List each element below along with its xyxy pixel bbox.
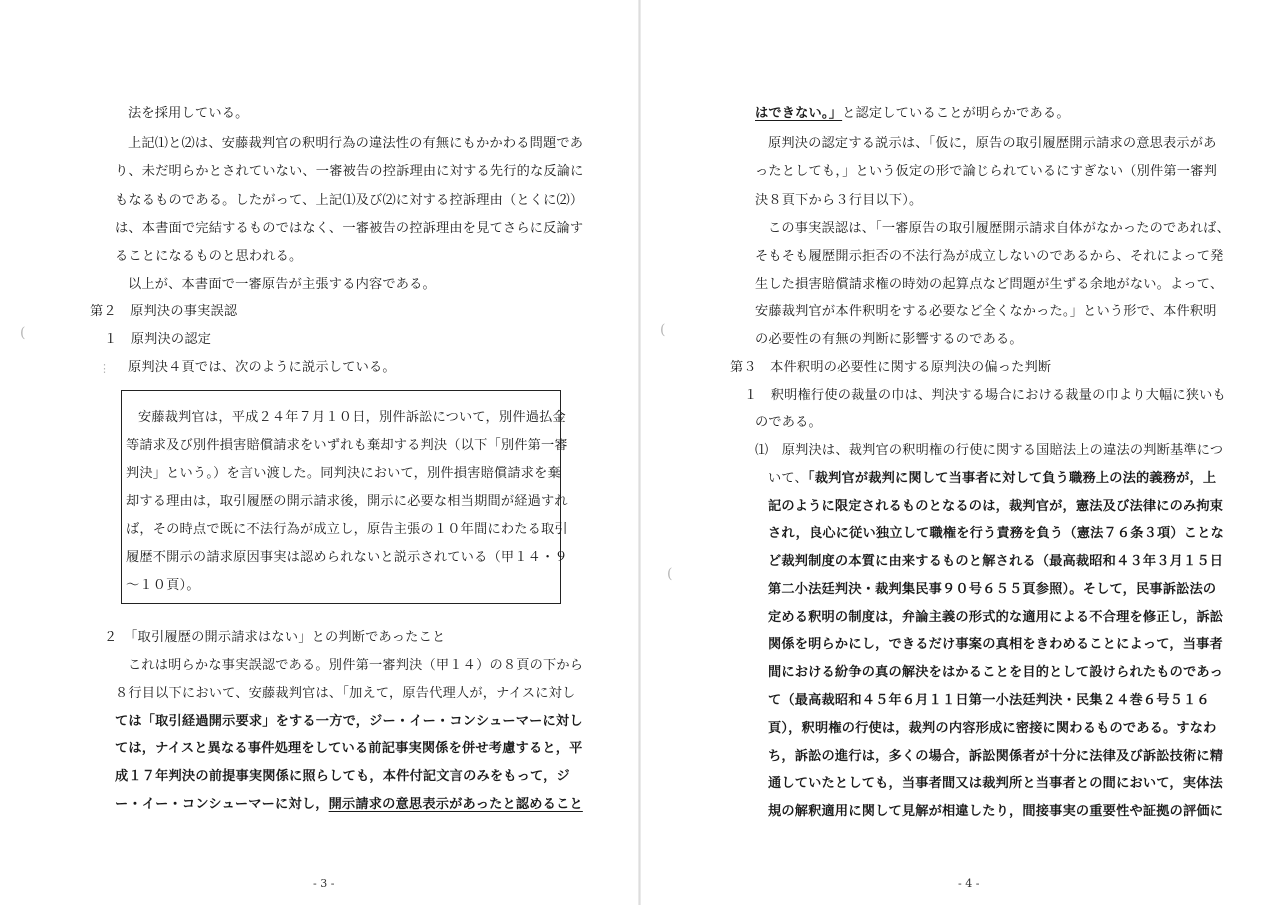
scan-mark: ( xyxy=(660,322,666,338)
text-line: 間における紛争の真の解決をはかることを目的として設けられたものであっ xyxy=(768,665,1224,680)
subsection-heading: ２ 「取引履歴の開示請求はない」との判断であったこと xyxy=(104,630,446,645)
text-line: 生した損害賠償請求権の時効の起算点など問題が生ずる余地がない。よって、 xyxy=(755,277,1224,292)
text-line: 原判決４頁では、次のように説示している。 xyxy=(128,360,396,375)
text-line xyxy=(768,471,1216,487)
text-line: 原判決の認定する説示は、「仮に，原告の取引履歴開示請求の意思表示があ xyxy=(768,136,1217,151)
text-line: は、本書面で完結するものではなく、一審被告の控訴理由を見てさらに反論す xyxy=(115,221,584,236)
quote-line: 安藤裁判官は，平成２４年７月１０日，別件訴訟について，別件過払金 xyxy=(138,410,566,425)
text-line xyxy=(755,106,1070,122)
text-segment: ー・イー・コンシューマーに対し， xyxy=(115,797,329,812)
subsection-heading: １ 釈明権行使の裁量の巾は、判決する場合における裁量の巾より大幅に狭いも xyxy=(744,388,1226,403)
text-line: ど裁判制度の本質に由来するものと解される（最高裁昭和４３年３月１５日 xyxy=(768,554,1224,569)
quote-line: ～１０頁）。 xyxy=(126,578,200,593)
text-segment: と認定していることが明らかである。 xyxy=(842,106,1070,121)
text-line: 上記⑴と⑵は、安藤裁判官の釈明行為の違法性の有無にもかかわる問題であ xyxy=(128,136,584,151)
subsection-heading: １ 原判決の認定 xyxy=(104,332,212,347)
text-line: この事実誤認は、「一審原告の取引履歴開示請求自体がなかったのであれば、 xyxy=(768,221,1230,236)
quoted-text: 「裁判官が裁判に関して当事者に対して負う職務上の法的義務が，上 xyxy=(807,471,1217,486)
quote-line: 判決」という。）を言い渡した。同判決において，別件損害賠償請求を棄 xyxy=(126,466,561,481)
text-line: 通していたとしても，当事者間又は裁判所と当事者との間において，実体法 xyxy=(768,776,1223,791)
text-line: 記のように限定されるものとなるのは，裁判官が，憲法及び法律にのみ拘束 xyxy=(768,499,1224,514)
text-line: 成１７年判決の前提事実関係に照らしても，本件付記文言のみをもって，ジ xyxy=(115,769,570,784)
underlined-text: 開示請求の意思表示があったと認めること xyxy=(328,797,583,812)
section-heading: 第３ 本件釈明の必要性に関する原判決の偏った判断 xyxy=(730,360,1052,375)
text-line: ることになるものと思われる。 xyxy=(115,249,303,264)
quote-line: 等請求及び別件損害賠償請求をいずれも棄却する判決（以下「別件第一審 xyxy=(126,438,568,453)
text-line: これは明らかな事実誤認である。別件第一審判決（甲１４）の８頁の下から xyxy=(128,658,584,673)
text-line: ち，訴訟の進行は，多くの場合，訴訟関係者が十分に法律及び訴訟技術に精 xyxy=(768,749,1224,764)
underlined-text: はできない。」 xyxy=(755,106,843,121)
text-segment: いて、 xyxy=(768,471,808,486)
item-heading: ⑴ 原判決は、裁判官の釈明権の行使に関する国賠法上の違法の判断基準につ xyxy=(755,443,1224,458)
text-line: ったとしても，」という仮定の形で論じられているにすぎない（別件第一審判 xyxy=(755,164,1217,179)
text-line: て（最高裁昭和４５年６月１１日第一小法廷判決・民集２４巻６号５１６ xyxy=(768,693,1210,708)
text-line: ８行目以下において、安藤裁判官は、「加えて，原告代理人が，ナイスに対し xyxy=(115,686,576,701)
text-line: そもそも履歴開示拒否の不法行為が成立しないのであるから、それによって発 xyxy=(755,249,1224,264)
scan-mark: ⋮ xyxy=(99,362,110,375)
page-number: - 3 - xyxy=(313,877,335,890)
text-line: 第二小法廷判決・裁判集民事９０号６５５頁参照）。そして，民事訴訟法の xyxy=(768,582,1217,597)
quote-line: 却する理由は，取引履歴の開示請求後，開示に必要な相当期間が経過すれ xyxy=(126,494,568,509)
quote-line: 履歴不開示の請求原因事実は認められないと説示されている（甲１４・９ xyxy=(126,550,568,565)
text-line: 関係を明らかにし，できるだけ事案の真相をきわめることによって，当事者 xyxy=(768,637,1223,652)
text-line xyxy=(115,797,583,813)
text-line: もなるものである。したがって、上記⑴及び⑵に対する控訴理由（とくに⑵） xyxy=(115,193,584,208)
text-line: ては，ナイスと異なる事件処理をしている前記事実関係を併せ考慮すると，平 xyxy=(115,741,583,756)
text-line: 決８頁下から３行目以下）。 xyxy=(755,193,923,208)
text-line: され，良心に従い独立して職権を行う責務を負う（憲法７６条３項）ことな xyxy=(768,526,1224,541)
page-number: - 4 - xyxy=(958,877,980,890)
scan-mark: ( xyxy=(20,325,26,341)
right-page xyxy=(640,0,1280,905)
section-heading: 第２ 原判決の事実誤認 xyxy=(90,304,238,319)
text-line: り、未だ明らかとされていない、一審被告の控訴理由に対する先行的な反論に xyxy=(115,164,584,179)
text-line: のである。 xyxy=(755,415,822,430)
text-line: 以上が、本書面で一審原告が主張する内容である。 xyxy=(128,277,436,292)
text-line: の必要性の有無の判断に影響するのである。 xyxy=(755,332,1023,347)
text-line: 安藤裁判官が本件釈明をする必要など全くなかった。」という形で、本件釈明 xyxy=(755,304,1217,319)
text-line: 規の解釈適用に関して見解が相違したり，間接事実の重要性や証拠の評価に xyxy=(768,804,1224,819)
text-line: 頁），釈明権の行使は，裁判の内容形成に密接に関わるものである。すなわ xyxy=(768,721,1217,736)
text-line: 法を採用している。 xyxy=(128,106,249,121)
quote-line: ば，その時点で既に不法行為が成立し，原告主張の１０年間にわたる取引 xyxy=(126,522,568,537)
text-line: ては「取引経過開示要求」をする一方で，ジー・イー・コンシューマーに対し xyxy=(115,714,583,729)
text-line: 定める釈明の制度は，弁論主義の形式的な適用による不合理を修正し，訴訟 xyxy=(768,610,1224,625)
scan-mark: ( xyxy=(667,566,673,582)
